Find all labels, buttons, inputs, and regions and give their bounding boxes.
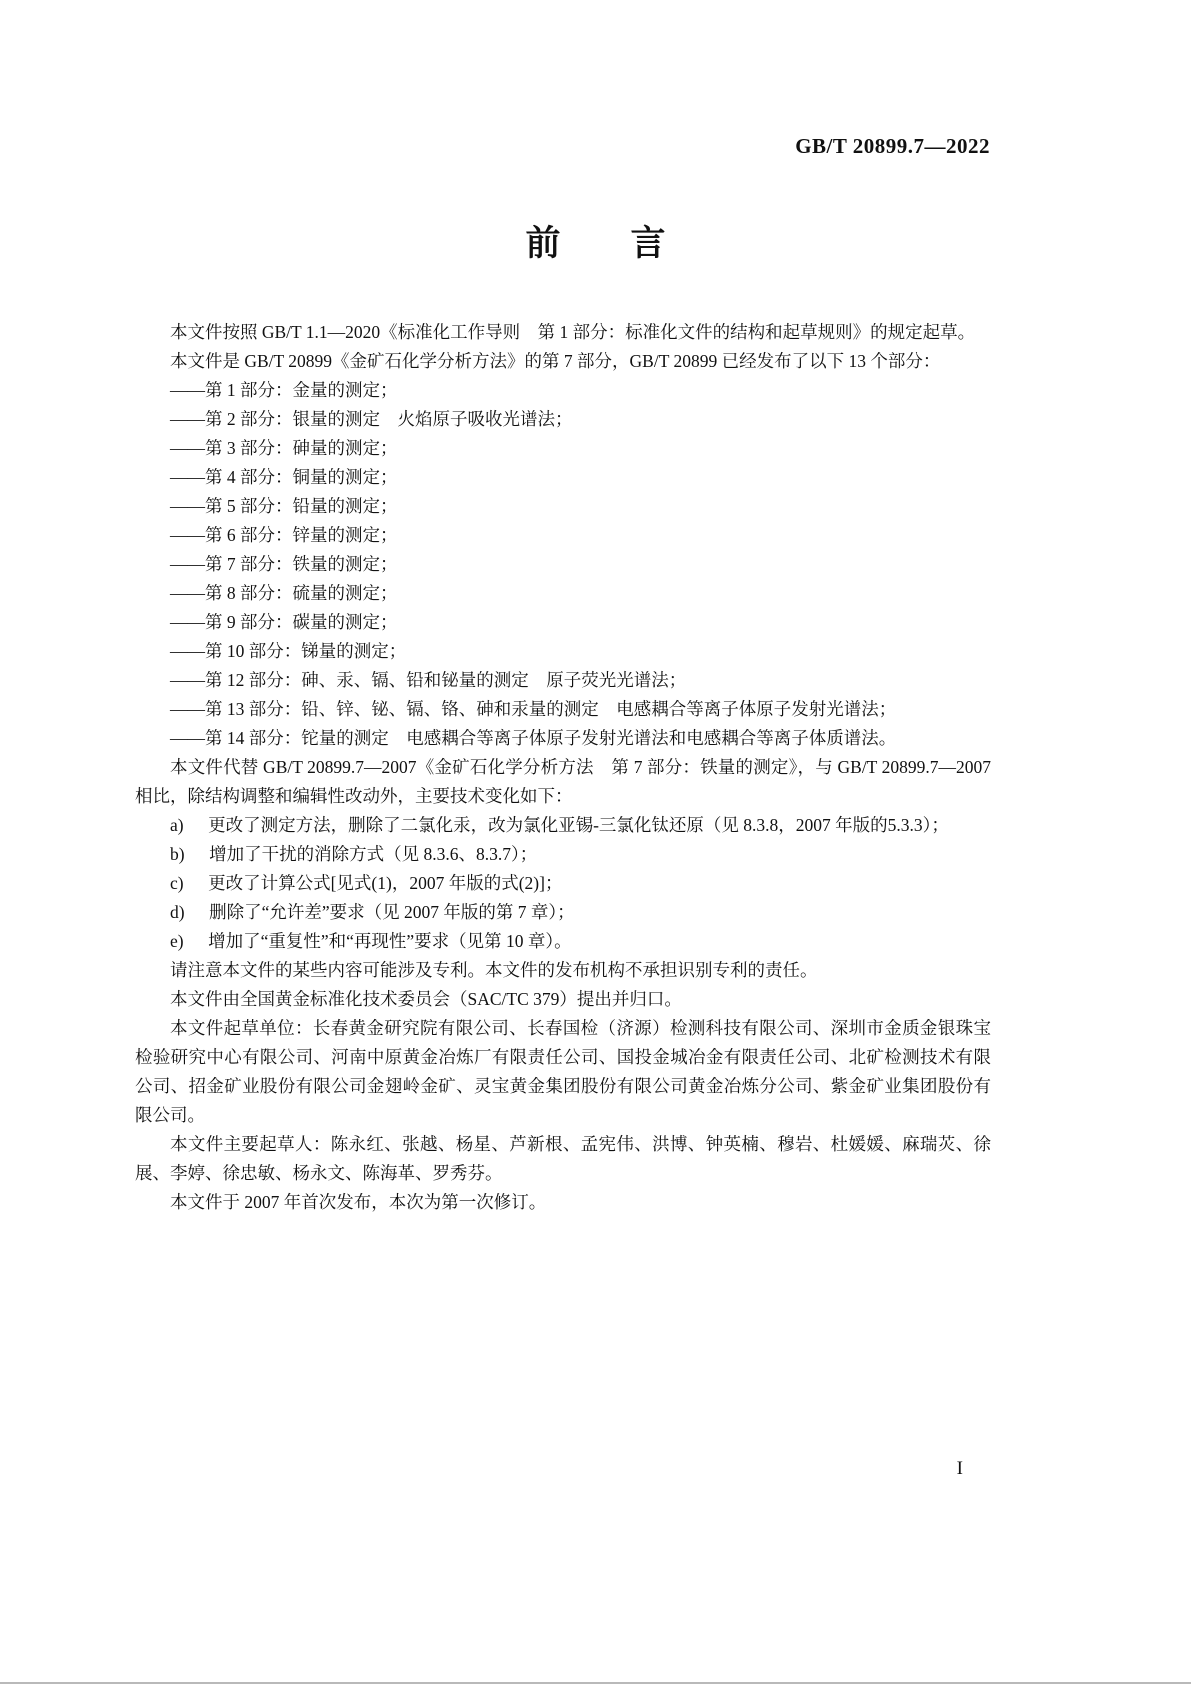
change-item-e (135, 927, 991, 956)
part-list-item-4: ——第 4 部分：铜量的测定； (170, 467, 398, 487)
document-body (135, 318, 991, 1217)
part-list-item-1: ——第 1 部分：金量的测定； (170, 380, 398, 400)
part-list-item-9: ——第 9 部分：碳量的测定； (170, 612, 398, 632)
paragraph-drafting-basis: 本文件按照 GB/T 1.1—2020《标准化工作导则 第 1 部分：标准化文件的结构和起草规则》的规定起草。 (170, 322, 976, 342)
change-text: 删除了“允许差”要求（见 2007 年版的第 7 章）； (209, 902, 575, 922)
part-list-item-2: ——第 2 部分：银量的测定 火焰原子吸收光谱法； (170, 409, 573, 429)
change-text: 增加了干扰的消除方式（见 8.3.6、8.3.7）； (209, 844, 538, 864)
part-list-item-8: ——第 8 部分：硫量的测定； (170, 583, 398, 603)
part-list-item-10: ——第 10 部分：锑量的测定； (170, 641, 407, 661)
paragraph-drafters: 本文件主要起草人：陈永红、张越、杨星、芦新根、孟宪伟、洪博、钟英楠、穆岩、杜媛媛、麻瑞苂、徐展、李婷、徐忠敏、杨永文、陈海革、罗秀芬。 (135, 1134, 991, 1183)
part-list-item-3: ——第 3 部分：砷量的测定； (170, 438, 398, 458)
part-list-item-12: ——第 12 部分：砷、汞、镉、铅和铋量的测定 原子荧光光谱法； (170, 670, 687, 690)
doc-number: GB/T 20899.7—2022 (795, 134, 990, 158)
part-list-item-7: ——第 7 部分：铁量的测定； (170, 554, 398, 574)
change-text: 更改了测定方法，删除了二氯化汞，改为氯化亚锡-三氯化钛还原（见 8.3.8，2007 年版的5.3.3）； (208, 815, 949, 835)
paragraph-series-intro: 本文件是 GB/T 20899《金矿石化学分析方法》的第 7 部分，GB/T 20899 已经发布了以下 13 个部分： (170, 351, 941, 371)
part-list-item-5: ——第 5 部分：铅量的测定； (170, 496, 398, 516)
change-label: e) (170, 931, 184, 951)
change-item-c (135, 869, 991, 898)
change-text: 增加了“重复性”和“再现性”要求（见第 10 章）。 (208, 931, 572, 951)
change-label: b) (170, 844, 185, 864)
change-item-b (135, 840, 991, 869)
paragraph-replacement-note: 本文件代替 GB/T 20899.7—2007《金矿石化学分析方法 第 7 部分：铁量的测定》，与 GB/T 20899.7—2007 相比，除结构调整和编辑性改动外，主要技术变化如下： (135, 757, 991, 806)
paragraph-committee: 本文件由全国黄金标准化技术委员会（SAC/TC 379）提出并归口。 (170, 989, 682, 1009)
change-label: c) (170, 873, 184, 893)
paragraph-patent-notice: 请注意本文件的某些内容可能涉及专利。本文件的发布机构不承担识别专利的责任。 (170, 960, 818, 980)
part-list-item-6: ——第 6 部分：锌量的测定； (170, 525, 398, 545)
change-label: a) (170, 815, 184, 835)
change-item-d (135, 898, 991, 927)
change-item-a (135, 811, 991, 840)
page-number: I (956, 1458, 963, 1479)
change-label: d) (170, 902, 185, 922)
part-list-item-13: ——第 13 部分：铅、锌、铋、镉、铬、砷和汞量的测定 电感耦合等离子体原子发射光谱法； (170, 699, 897, 719)
paragraph-drafting-orgs: 本文件起草单位：长春黄金研究院有限公司、长春国检（济源）检测科技有限公司、深圳市金质金银珠宝检验研究中心有限公司、河南中原黄金冶炼厂有限责任公司、国投金城冶金有限责任公司、北矿检测技术有限公司、招金矿业股份有限公司金翅岭金矿、灵宝黄金集团股份有限公司黄金冶炼分公司、紫金矿业集团股份有限公司。 (135, 1018, 991, 1125)
paragraph-publication-history: 本文件于 2007 年首次发布，本次为第一次修订。 (170, 1192, 547, 1212)
part-list-item-14: ——第 14 部分：铊量的测定 电感耦合等离子体原子发射光谱法和电感耦合等离子体质谱法。 (170, 728, 897, 748)
change-text: 更改了计算公式[见式(1)，2007 年版的式(2)]； (208, 873, 563, 893)
page-title: 前 言 (525, 224, 666, 263)
